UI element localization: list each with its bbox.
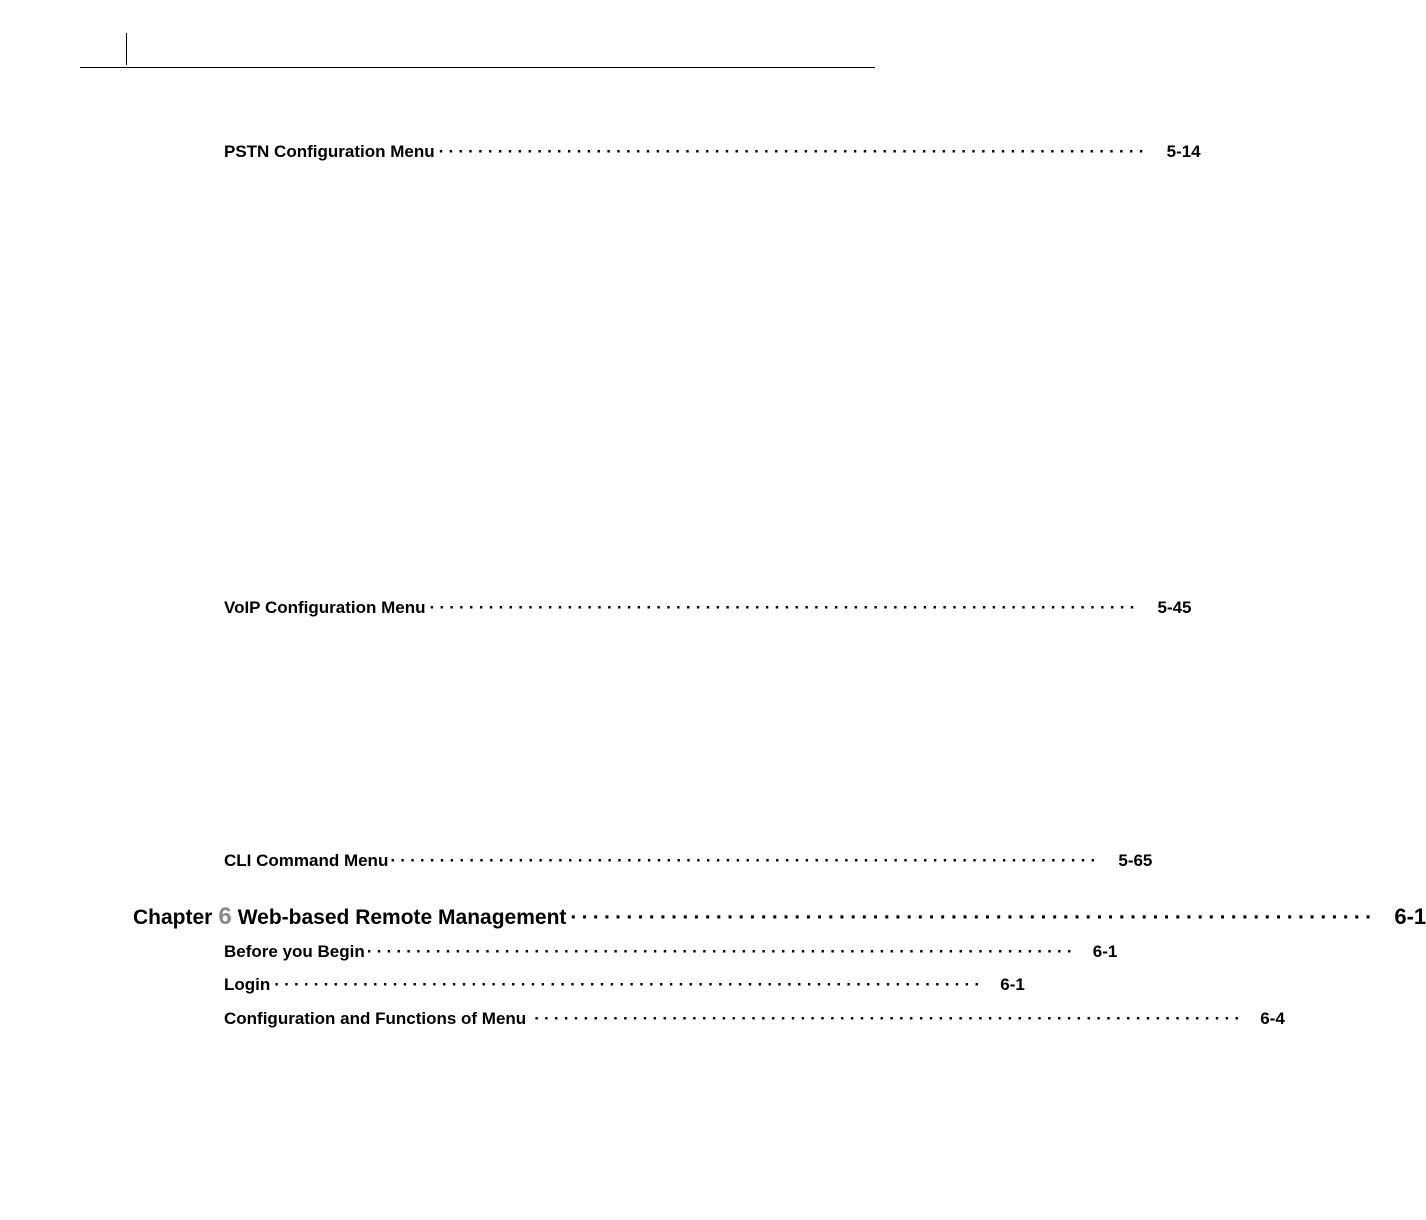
toc-entry-title: PSTN Configuration Menu	[224, 142, 435, 161]
toc-entry-page: 6-4	[1260, 1009, 1285, 1028]
dot-leader: ········································································	[274, 975, 985, 994]
chapter-label: Chapter	[133, 906, 213, 929]
toc-entry-configuration-and-functions-of-menu[interactable]	[224, 1009, 1285, 1029]
header-vertical-rule	[126, 33, 127, 65]
toc-entry-page: 5-14	[1166, 142, 1201, 161]
dot-leader: ········································································	[429, 598, 1140, 617]
toc-entry-page: 6-1	[1092, 942, 1118, 961]
toc-entry-login[interactable]	[224, 975, 1025, 995]
toc-entry-cli-command-menu[interactable]	[224, 851, 1153, 871]
dot-leader: ········································································	[390, 851, 1101, 870]
dot-leader: ········································································	[366, 942, 1077, 961]
toc-chapter-6[interactable]	[133, 903, 1426, 931]
dot-leader: ········································································	[534, 1009, 1245, 1028]
chapter-page: 6-1	[1394, 904, 1426, 929]
toc-entry-page: 5-65	[1118, 851, 1153, 870]
toc-entry-before-you-begin[interactable]	[224, 942, 1118, 962]
toc-entry-pstn-configuration-menu[interactable]	[224, 142, 1201, 162]
toc-entry-voip-configuration-menu[interactable]	[224, 598, 1192, 618]
toc-entry-page: 6-1	[1000, 975, 1025, 994]
dot-leader: ········································································	[438, 142, 1149, 161]
toc-entry-page: 5-45	[1157, 598, 1192, 617]
toc-entry-title: CLI Command Menu	[224, 851, 389, 870]
chapter-title: Web-based Remote Management	[237, 906, 567, 929]
chapter-number: 6	[218, 903, 232, 930]
toc-entry-title: VoIP Configuration Menu	[224, 598, 426, 617]
toc-entry-title: Configuration and Functions of Menu	[224, 1009, 527, 1028]
toc-entry-title: Login	[224, 975, 271, 994]
header-horizontal-rule	[80, 67, 875, 68]
toc-entry-title: Before you Begin	[224, 942, 365, 961]
dot-leader: ········································································	[570, 906, 1377, 929]
